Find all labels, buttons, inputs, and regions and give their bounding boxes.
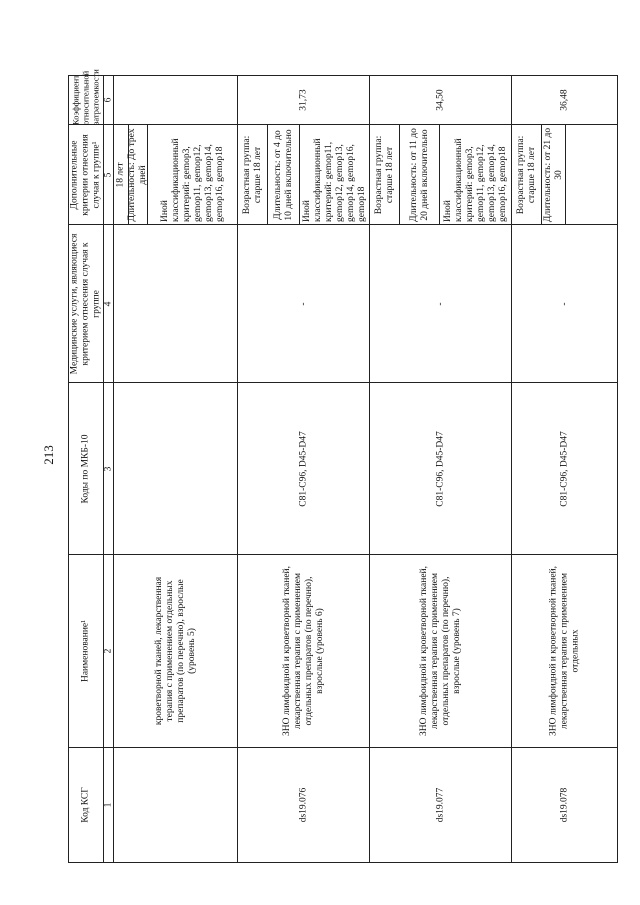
row-a-other: Иной классификационный критерий: gemop3, gemop11, gemop12, gemop13, gemop14, gemop16, gemop18: [148, 125, 238, 225]
header-mkb: Коды по МКБ-10: [68, 383, 104, 555]
header-coef: Коэффициент относительной затратоемкости: [68, 75, 104, 125]
row-b-age: Возрастная группа: старше 18 лет: [238, 125, 268, 225]
header-code: Код КСГ: [68, 748, 104, 863]
row-d-mkb: C81-C96, D45-D47: [512, 383, 618, 555]
row-d-age: Возрастная группа: старше 18 лет: [512, 125, 542, 225]
row-d-name: ЗНО лимфоидной и кроветворной тканей, лекарственная терапия с применением отдельных: [512, 555, 618, 748]
header-criteria: Дополнительные критерии отнесения случая к группе¹: [68, 125, 104, 225]
row-b-coef: 31,73: [238, 75, 370, 125]
header-services: Медицинские услуги, являющиеся критерием отнесения случая к группе: [68, 225, 104, 383]
row-b-services: -: [238, 225, 370, 383]
row-a-code: [114, 748, 238, 863]
row-a-mkb: [114, 383, 238, 555]
colnum-5: 5: [104, 125, 114, 225]
row-b-code: ds19.076: [238, 748, 370, 863]
colnum-4: 4: [104, 225, 114, 383]
colnum-1: 1: [104, 748, 114, 863]
row-c-other: Иной классификационный критерий: gemop3, gemop11, gemop12, gemop13, gemop14, gemop16, gemop18: [440, 125, 512, 225]
colnum-3: 3: [104, 383, 114, 555]
row-b-mkb: C81-C96, D45-D47: [238, 383, 370, 555]
row-a-age: 18 лет: [114, 125, 129, 225]
colnum-6: 6: [104, 75, 114, 125]
page-number: 213: [41, 445, 56, 465]
row-b-name: ЗНО лимфоидной и кроветворной тканей, лекарственная терапия с применением отдельных препаратов (по перечню), взрослые (уровень 6): [238, 555, 370, 748]
colnum-2: 2: [104, 555, 114, 748]
row-b-duration: Длительность: от 4 до 10 дней включительно: [268, 125, 300, 225]
row-c-duration: Длительность: от 11 до 20 дней включительно: [400, 125, 440, 225]
row-c-age: Возрастная группа: старше 18 лет: [370, 125, 400, 225]
row-d-services: -: [512, 225, 618, 383]
ksg-table: [68, 68, 618, 863]
row-d-duration: Длительность: от 21 до 30: [542, 125, 566, 225]
row-d-coef: 36,48: [512, 75, 618, 125]
row-c-mkb: C81-C96, D45-D47: [370, 383, 512, 555]
row-d-code: ds19.078: [512, 748, 618, 863]
row-a-name: кроветворной тканей, лекарственная терапия с применением отдельных препаратов (по перечню), взрослые (уровень 5): [114, 555, 238, 748]
row-b-other: Иной классификационный критерий: gemop11, gemop12, gemop13, gemop14, gemop16, gemop18: [300, 125, 370, 225]
row-c-services: -: [370, 225, 512, 383]
row-a-coef: [114, 75, 238, 125]
row-c-code: ds19.077: [370, 748, 512, 863]
row-a-services: [114, 225, 238, 383]
header-name: Наименование¹: [68, 555, 104, 748]
row-c-coef: 34,50: [370, 75, 512, 125]
row-c-name: ЗНО лимфоидной и кроветворной тканей, лекарственная терапия с применением отдельных препаратов (по перечню), взрослые (уровень 7): [370, 555, 512, 748]
row-d-other: [566, 125, 618, 225]
row-a-duration: Длительность: До трех дней: [129, 125, 148, 225]
